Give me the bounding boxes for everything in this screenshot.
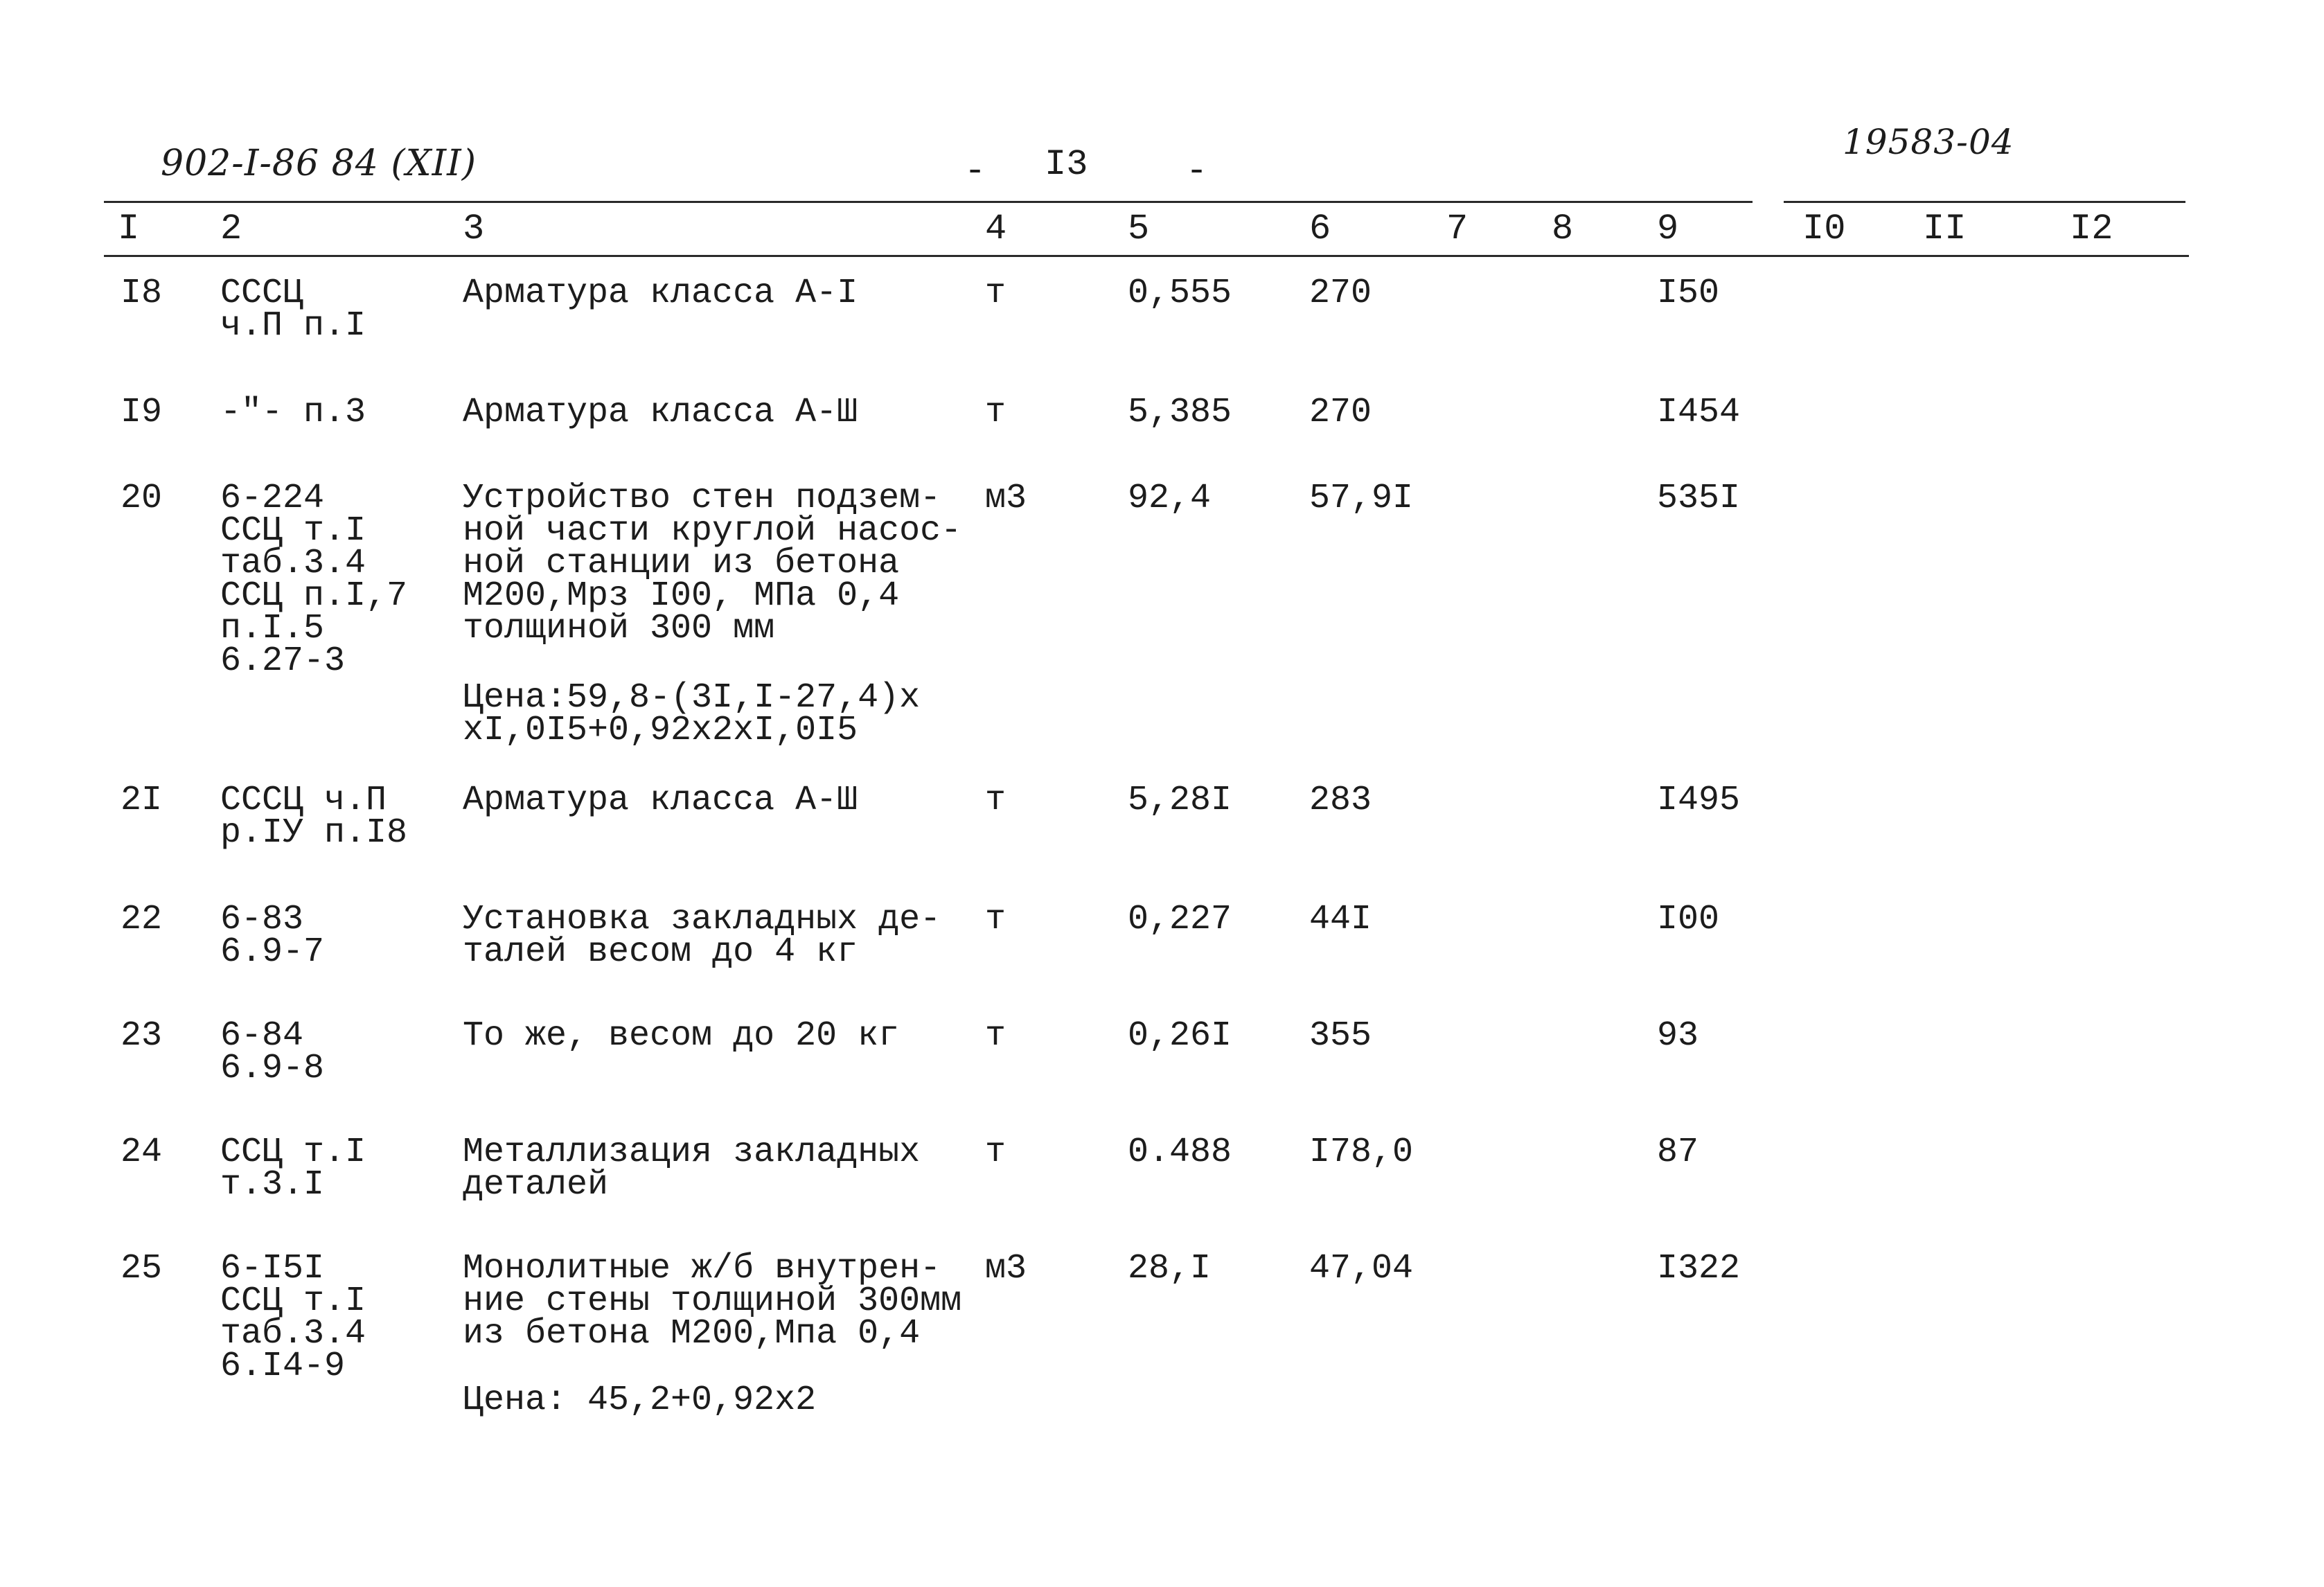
row-number: 25 [121,1249,163,1288]
row-description: Устройство стен подзем- ной части круглой насос- ной станции из бетона М200,Мрз I00, МПа 0,4 толщиной 300 мм [463,479,962,648]
row-number: 20 [121,479,163,518]
row-description: Арматура класса А-Ш [463,393,858,432]
page-dash-right: - [1186,151,1208,192]
row-unit: м3 [985,479,1027,518]
row-quantity: 0.488 [1128,1133,1232,1172]
row-number: 22 [121,900,163,939]
page-number: I3 [1045,144,1088,185]
row-code: 6-83 6.9-7 [220,900,325,972]
page-dash-left: - [964,151,986,192]
row-description: Металлизация закладных деталей [463,1133,921,1205]
row-total: 93 [1657,1016,1699,1056]
row-quantity: 0,227 [1128,900,1232,939]
row-price-note: Цена: 45,2+0,92х2 [463,1381,817,1420]
row-description: Установка закладных де- талей весом до 4 кг [463,900,941,972]
column-header-1: I [118,209,140,249]
row-quantity: 28,I [1128,1249,1212,1288]
column-header-8: 8 [1552,209,1574,249]
archive-number: 19583-04 [1843,122,2014,162]
row-total: I00 [1657,900,1720,939]
row-unit-price: 44I [1309,900,1372,939]
row-number: I8 [121,274,163,313]
row-total: I50 [1657,274,1720,313]
row-unit: т [985,393,1006,432]
row-description: Монолитные ж/б внутрен- ние стены толщиной 300мм из бетона М200,Мпа 0,4 [463,1249,962,1354]
row-number: 2I [121,781,163,820]
row-unit-price: 283 [1309,781,1372,820]
row-description: Арматура класса А-I [463,274,858,313]
row-total: 87 [1657,1133,1699,1172]
document-code: 902-I-86 84 (XII) [161,143,477,184]
row-unit: т [985,274,1006,313]
table-top-rule-right [1784,201,2185,203]
row-total: I322 [1657,1249,1741,1288]
column-header-12: I2 [2070,209,2113,249]
row-unit-price: 270 [1309,274,1372,313]
row-unit-price: 57,9I [1309,479,1414,518]
row-price-note: Цена:59,8-(3I,I-27,4)х хI,0I5+0,92х2хI,0I5 [463,678,921,750]
row-unit: м3 [985,1249,1027,1288]
row-unit-price: I78,0 [1309,1133,1414,1172]
row-code: 6-84 6.9-8 [220,1016,325,1088]
table-header-rule [104,255,2189,257]
row-unit: т [985,1016,1006,1056]
row-unit-price: 270 [1309,393,1372,432]
row-code: 6-224 ССЦ т.I таб.3.4 ССЦ п.I,7 п.I.5 6.27-3 [220,479,408,681]
row-total: 535I [1657,479,1741,518]
column-header-9: 9 [1657,209,1679,249]
table-top-rule-left [104,201,1753,203]
row-unit-price: 47,04 [1309,1249,1414,1288]
column-header-5: 5 [1128,209,1150,249]
column-header-10: I0 [1802,209,1846,249]
row-code: -"- п.3 [220,393,366,432]
column-header-11: II [1923,209,1967,249]
row-unit: т [985,1133,1006,1172]
row-quantity: 0,26I [1128,1016,1232,1056]
column-header-3: 3 [463,209,485,249]
column-header-6: 6 [1309,209,1331,249]
row-unit: т [985,781,1006,820]
row-description: То же, весом до 20 кг [463,1016,900,1056]
column-header-7: 7 [1446,209,1469,249]
row-number: 24 [121,1133,163,1172]
row-quantity: 5,385 [1128,393,1232,432]
column-header-4: 4 [985,209,1007,249]
row-unit-price: 355 [1309,1016,1372,1056]
row-number: I9 [121,393,163,432]
row-code: 6-I5I ССЦ т.I таб.3.4 6.I4-9 [220,1249,366,1386]
row-total: I454 [1657,393,1741,432]
row-code: СССЦ ч.П р.IУ п.I8 [220,781,408,853]
row-quantity: 5,28I [1128,781,1232,820]
row-number: 23 [121,1016,163,1056]
column-header-2: 2 [220,209,242,249]
row-total: I495 [1657,781,1741,820]
row-quantity: 0,555 [1128,274,1232,313]
row-code: СССЦ ч.П п.I [220,274,366,346]
row-unit: т [985,900,1006,939]
row-description: Арматура класса А-Ш [463,781,858,820]
row-code: ССЦ т.I т.3.I [220,1133,366,1205]
row-quantity: 92,4 [1128,479,1212,518]
